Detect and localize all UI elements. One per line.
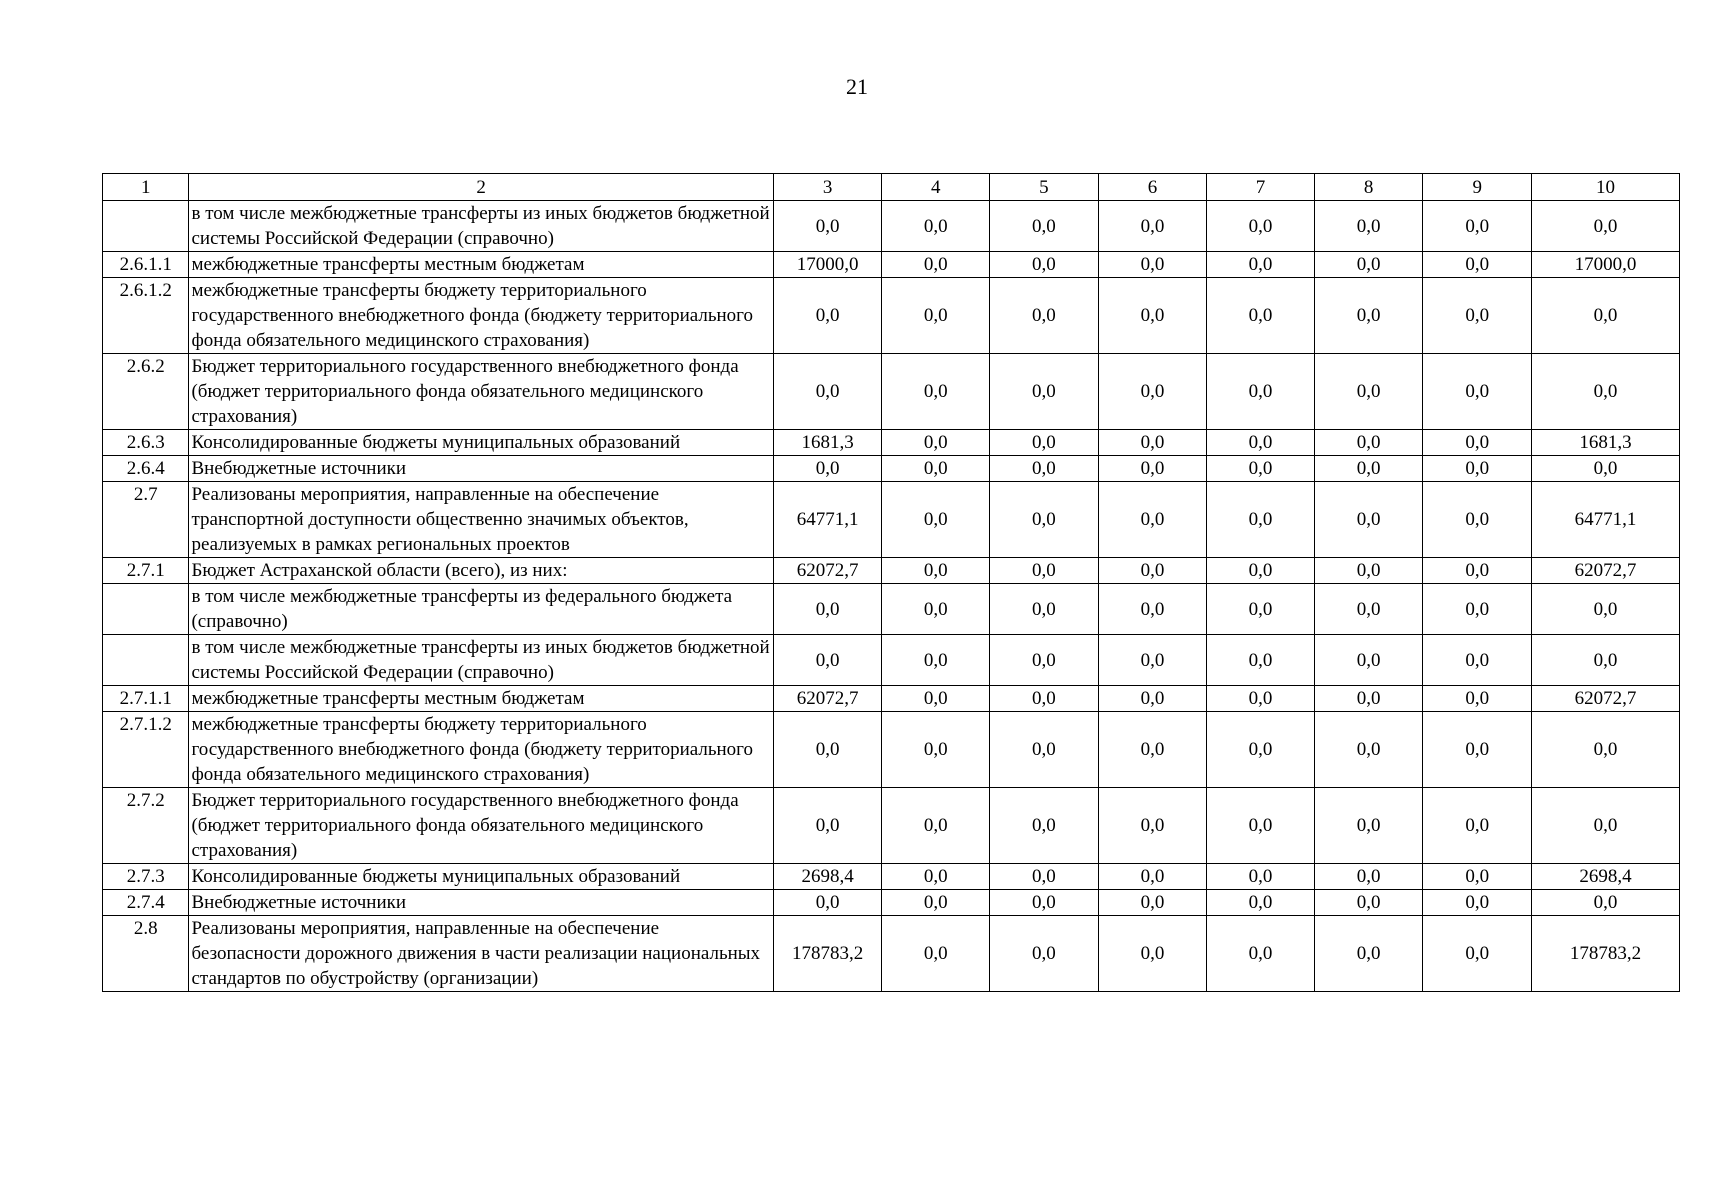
row-code: 2.7.4 bbox=[103, 890, 189, 916]
table-row bbox=[103, 201, 1680, 252]
row-value: 0,0 bbox=[1423, 558, 1532, 584]
row-description: межбюджетные трансферты бюджету территориального государственного внебюджетного фонда (бюджету территориального фонда обязательного медицинского страхования) bbox=[189, 278, 773, 354]
table-row bbox=[103, 430, 1680, 456]
table-row bbox=[103, 788, 1680, 864]
table-row bbox=[103, 482, 1680, 558]
row-value: 0,0 bbox=[1532, 584, 1680, 635]
row-value: 0,0 bbox=[1207, 252, 1315, 278]
row-value: 0,0 bbox=[1098, 686, 1207, 712]
row-value: 0,0 bbox=[1098, 278, 1207, 354]
row-code: 2.7.3 bbox=[103, 864, 189, 890]
row-value: 178783,2 bbox=[1532, 916, 1680, 992]
column-header: 8 bbox=[1314, 174, 1423, 201]
row-code: 2.7.1.2 bbox=[103, 712, 189, 788]
row-value: 0,0 bbox=[1098, 635, 1207, 686]
row-description: в том числе межбюджетные трансферты из иных бюджетов бюджетной системы Российской Федерации (справочно) bbox=[189, 635, 773, 686]
row-value: 0,0 bbox=[882, 558, 990, 584]
table-row bbox=[103, 558, 1680, 584]
budget-table bbox=[102, 173, 1680, 992]
row-value: 0,0 bbox=[990, 278, 1099, 354]
row-value: 0,0 bbox=[882, 890, 990, 916]
row-value: 0,0 bbox=[1423, 482, 1532, 558]
row-value: 0,0 bbox=[990, 916, 1099, 992]
row-description: Бюджет Астраханской области (всего), из них: bbox=[189, 558, 773, 584]
row-value: 0,0 bbox=[882, 864, 990, 890]
row-value: 0,0 bbox=[990, 584, 1099, 635]
row-value: 0,0 bbox=[1098, 558, 1207, 584]
row-value: 0,0 bbox=[773, 890, 882, 916]
column-header: 10 bbox=[1532, 174, 1680, 201]
row-value: 0,0 bbox=[1532, 456, 1680, 482]
table-row bbox=[103, 712, 1680, 788]
row-value: 0,0 bbox=[1207, 864, 1315, 890]
table-header-row bbox=[103, 174, 1680, 201]
row-code: 2.7.2 bbox=[103, 788, 189, 864]
row-value: 0,0 bbox=[1314, 482, 1423, 558]
row-description: Бюджет территориального государственного внебюджетного фонда (бюджет территориального фонда обязательного медицинского страхования) bbox=[189, 788, 773, 864]
row-value: 62072,7 bbox=[1532, 686, 1680, 712]
row-value: 1681,3 bbox=[773, 430, 882, 456]
row-value: 0,0 bbox=[990, 430, 1099, 456]
row-value: 0,0 bbox=[1098, 482, 1207, 558]
row-value: 0,0 bbox=[1314, 788, 1423, 864]
row-description: Внебюджетные источники bbox=[189, 456, 773, 482]
table-row bbox=[103, 252, 1680, 278]
table-row bbox=[103, 890, 1680, 916]
row-value: 0,0 bbox=[1098, 201, 1207, 252]
row-value: 0,0 bbox=[1423, 278, 1532, 354]
row-description: Реализованы мероприятия, направленные на обеспечение безопасности дорожного движения в части реализации национальных стандартов по обустройству (организации) bbox=[189, 916, 773, 992]
row-value: 0,0 bbox=[882, 482, 990, 558]
row-value: 1681,3 bbox=[1532, 430, 1680, 456]
row-value: 0,0 bbox=[1532, 788, 1680, 864]
row-value: 0,0 bbox=[990, 354, 1099, 430]
row-description: в том числе межбюджетные трансферты из иных бюджетов бюджетной системы Российской Федерации (справочно) bbox=[189, 201, 773, 252]
row-value: 0,0 bbox=[1207, 788, 1315, 864]
row-value: 0,0 bbox=[1532, 712, 1680, 788]
row-value: 0,0 bbox=[990, 558, 1099, 584]
row-value: 0,0 bbox=[882, 635, 990, 686]
row-value: 0,0 bbox=[1207, 635, 1315, 686]
row-value: 0,0 bbox=[882, 252, 990, 278]
row-value: 0,0 bbox=[882, 584, 990, 635]
row-value: 0,0 bbox=[1532, 201, 1680, 252]
row-value: 178783,2 bbox=[773, 916, 882, 992]
table-row bbox=[103, 278, 1680, 354]
row-value: 0,0 bbox=[990, 864, 1099, 890]
row-description: в том числе межбюджетные трансферты из федерального бюджета (справочно) bbox=[189, 584, 773, 635]
row-description: Консолидированные бюджеты муниципальных образований bbox=[189, 430, 773, 456]
row-code bbox=[103, 635, 189, 686]
column-header: 2 bbox=[189, 174, 773, 201]
row-value: 0,0 bbox=[882, 788, 990, 864]
row-value: 0,0 bbox=[1207, 890, 1315, 916]
row-value: 0,0 bbox=[1423, 456, 1532, 482]
row-value: 0,0 bbox=[1207, 558, 1315, 584]
row-value: 0,0 bbox=[773, 712, 882, 788]
row-description: межбюджетные трансферты местным бюджетам bbox=[189, 252, 773, 278]
row-description: Реализованы мероприятия, направленные на обеспечение транспортной доступности общественно значимых объектов, реализуемых в рамках региональных проектов bbox=[189, 482, 773, 558]
column-header: 9 bbox=[1423, 174, 1532, 201]
row-value: 2698,4 bbox=[1532, 864, 1680, 890]
column-header: 4 bbox=[882, 174, 990, 201]
row-value: 0,0 bbox=[1207, 201, 1315, 252]
row-description: Консолидированные бюджеты муниципальных образований bbox=[189, 864, 773, 890]
row-value: 0,0 bbox=[1423, 635, 1532, 686]
row-value: 0,0 bbox=[1423, 201, 1532, 252]
row-value: 0,0 bbox=[1098, 890, 1207, 916]
table-row bbox=[103, 354, 1680, 430]
column-header: 1 bbox=[103, 174, 189, 201]
row-value: 0,0 bbox=[990, 788, 1099, 864]
row-value: 0,0 bbox=[990, 890, 1099, 916]
row-description: межбюджетные трансферты местным бюджетам bbox=[189, 686, 773, 712]
row-value: 0,0 bbox=[773, 456, 882, 482]
row-value: 0,0 bbox=[1098, 584, 1207, 635]
row-value: 0,0 bbox=[773, 635, 882, 686]
row-value: 0,0 bbox=[882, 916, 990, 992]
column-header: 3 bbox=[773, 174, 882, 201]
row-value: 0,0 bbox=[1314, 584, 1423, 635]
row-value: 0,0 bbox=[1314, 712, 1423, 788]
row-value: 0,0 bbox=[1314, 456, 1423, 482]
row-value: 0,0 bbox=[1314, 864, 1423, 890]
row-value: 64771,1 bbox=[773, 482, 882, 558]
row-value: 17000,0 bbox=[1532, 252, 1680, 278]
row-value: 0,0 bbox=[773, 788, 882, 864]
row-code: 2.6.4 bbox=[103, 456, 189, 482]
row-value: 0,0 bbox=[990, 686, 1099, 712]
table-row bbox=[103, 686, 1680, 712]
row-value: 0,0 bbox=[882, 712, 990, 788]
row-value: 0,0 bbox=[882, 278, 990, 354]
table-row bbox=[103, 456, 1680, 482]
row-value: 0,0 bbox=[1423, 252, 1532, 278]
row-value: 0,0 bbox=[1098, 430, 1207, 456]
row-value: 0,0 bbox=[773, 278, 882, 354]
row-code: 2.7.1 bbox=[103, 558, 189, 584]
row-value: 0,0 bbox=[1532, 354, 1680, 430]
row-code bbox=[103, 201, 189, 252]
row-value: 0,0 bbox=[1207, 354, 1315, 430]
row-value: 0,0 bbox=[1207, 584, 1315, 635]
row-value: 0,0 bbox=[1423, 584, 1532, 635]
table-row bbox=[103, 864, 1680, 890]
row-value: 0,0 bbox=[1314, 430, 1423, 456]
row-value: 0,0 bbox=[1098, 864, 1207, 890]
row-code bbox=[103, 584, 189, 635]
row-code: 2.7 bbox=[103, 482, 189, 558]
row-value: 0,0 bbox=[1314, 252, 1423, 278]
row-value: 0,0 bbox=[1314, 686, 1423, 712]
row-code: 2.6.1.2 bbox=[103, 278, 189, 354]
row-value: 0,0 bbox=[1314, 354, 1423, 430]
row-value: 62072,7 bbox=[773, 558, 882, 584]
row-value: 0,0 bbox=[1207, 456, 1315, 482]
row-value: 0,0 bbox=[1532, 635, 1680, 686]
row-value: 0,0 bbox=[1423, 916, 1532, 992]
table-body bbox=[103, 201, 1680, 992]
row-value: 0,0 bbox=[1423, 864, 1532, 890]
row-value: 0,0 bbox=[1207, 278, 1315, 354]
row-value: 0,0 bbox=[1207, 482, 1315, 558]
row-value: 0,0 bbox=[882, 686, 990, 712]
row-value: 17000,0 bbox=[773, 252, 882, 278]
row-value: 0,0 bbox=[773, 354, 882, 430]
row-value: 2698,4 bbox=[773, 864, 882, 890]
row-value: 0,0 bbox=[1423, 686, 1532, 712]
row-value: 0,0 bbox=[1098, 916, 1207, 992]
row-value: 0,0 bbox=[1314, 278, 1423, 354]
table-row bbox=[103, 635, 1680, 686]
row-value: 0,0 bbox=[773, 584, 882, 635]
row-value: 0,0 bbox=[1314, 916, 1423, 992]
row-value: 0,0 bbox=[990, 201, 1099, 252]
row-value: 0,0 bbox=[990, 482, 1099, 558]
row-value: 0,0 bbox=[882, 456, 990, 482]
row-value: 0,0 bbox=[990, 635, 1099, 686]
row-value: 0,0 bbox=[1423, 788, 1532, 864]
row-description: Внебюджетные источники bbox=[189, 890, 773, 916]
column-header: 6 bbox=[1098, 174, 1207, 201]
row-value: 62072,7 bbox=[773, 686, 882, 712]
row-value: 0,0 bbox=[1314, 558, 1423, 584]
row-description: Бюджет территориального государственного внебюджетного фонда (бюджет территориального фонда обязательного медицинского страхования) bbox=[189, 354, 773, 430]
row-code: 2.8 bbox=[103, 916, 189, 992]
row-value: 0,0 bbox=[882, 354, 990, 430]
row-value: 0,0 bbox=[1532, 890, 1680, 916]
column-header: 5 bbox=[990, 174, 1099, 201]
row-value: 0,0 bbox=[1423, 430, 1532, 456]
row-value: 0,0 bbox=[1423, 890, 1532, 916]
page-number: 21 bbox=[846, 74, 868, 99]
table-row bbox=[103, 584, 1680, 635]
row-value: 0,0 bbox=[1098, 354, 1207, 430]
row-value: 0,0 bbox=[990, 252, 1099, 278]
column-header: 7 bbox=[1207, 174, 1315, 201]
row-value: 0,0 bbox=[1314, 635, 1423, 686]
row-code: 2.6.3 bbox=[103, 430, 189, 456]
row-value: 0,0 bbox=[1207, 686, 1315, 712]
row-value: 0,0 bbox=[1423, 354, 1532, 430]
row-value: 64771,1 bbox=[1532, 482, 1680, 558]
row-code: 2.7.1.1 bbox=[103, 686, 189, 712]
row-value: 0,0 bbox=[990, 456, 1099, 482]
row-value: 0,0 bbox=[1098, 788, 1207, 864]
row-value: 0,0 bbox=[1098, 252, 1207, 278]
row-value: 0,0 bbox=[882, 430, 990, 456]
row-value: 0,0 bbox=[1098, 456, 1207, 482]
row-value: 0,0 bbox=[1314, 201, 1423, 252]
row-value: 0,0 bbox=[1098, 712, 1207, 788]
row-value: 0,0 bbox=[1207, 916, 1315, 992]
row-value: 0,0 bbox=[1314, 890, 1423, 916]
row-value: 0,0 bbox=[1207, 712, 1315, 788]
row-description: межбюджетные трансферты бюджету территориального государственного внебюджетного фонда (бюджету территориального фонда обязательного медицинского страхования) bbox=[189, 712, 773, 788]
row-value: 0,0 bbox=[990, 712, 1099, 788]
row-value: 0,0 bbox=[1207, 430, 1315, 456]
row-code: 2.6.2 bbox=[103, 354, 189, 430]
row-value: 62072,7 bbox=[1532, 558, 1680, 584]
row-value: 0,0 bbox=[882, 201, 990, 252]
row-code: 2.6.1.1 bbox=[103, 252, 189, 278]
row-value: 0,0 bbox=[773, 201, 882, 252]
row-value: 0,0 bbox=[1423, 712, 1532, 788]
row-value: 0,0 bbox=[1532, 278, 1680, 354]
table-row bbox=[103, 916, 1680, 992]
